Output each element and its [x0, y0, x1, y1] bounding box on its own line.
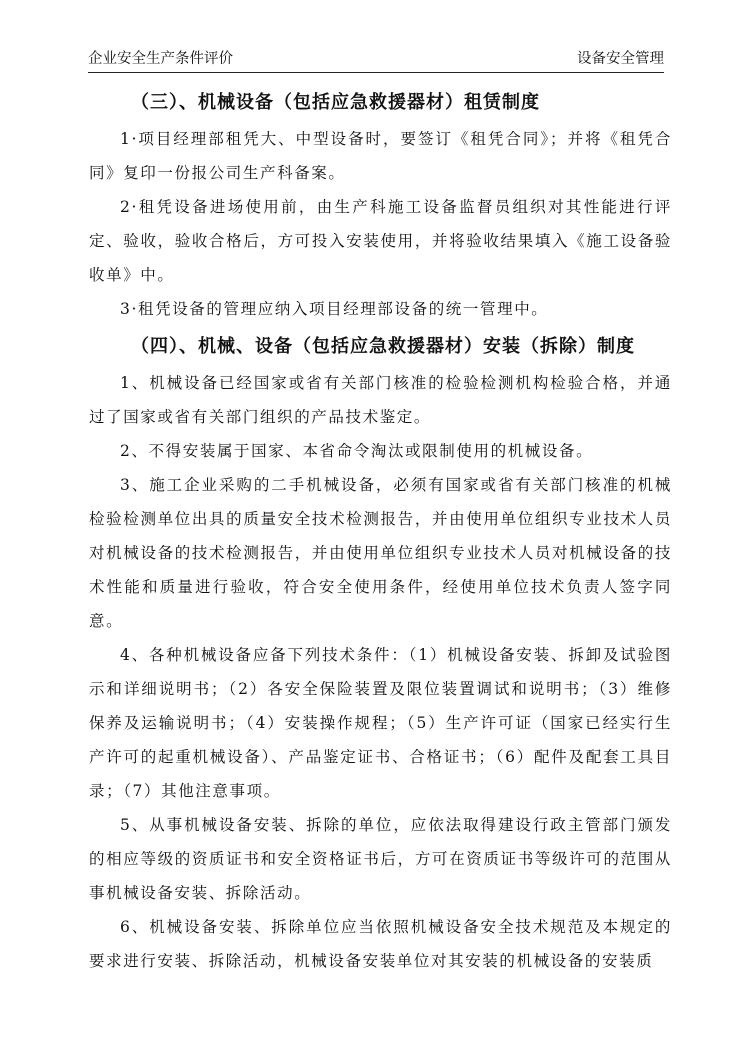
page-header [88, 44, 664, 73]
document-body [89, 82, 672, 978]
section-4-item-5: 5、从事机械设备安装、拆除的单位，应依法取得建设行政主管部门颁发的相应等级的资质证书和安全资格证书后，方可在资质证书等级许可的范围从事机械设备安装、拆除活动。 [89, 816, 672, 902]
section-4-item-4: 4、各种机械设备应备下列技术条件：（1）机械设备安装、拆卸及试验图示和详细说明书；（2）各安全保险装置及限位装置调试和说明书；（3）维修保养及运输说明书；（4）安装操作规程；（5）生产许可证（国家已经实行生产许可的起重机械设备）、产品鉴定证书、合格证书；（6）配件及配套工具目录；（7）其他注意事项。 [89, 646, 672, 800]
section-4-item-3: 3、施工企业采购的二手机械设备，必须有国家或省有关部门核准的机械检验检测单位出具的质量安全技术检测报告，并由使用单位组织专业技术人员对机械设备的技术检测报告，并由使用单位组织专业技术人员对机械设备的技术性能和质量进行验收，符合安全使用条件，经使用单位技术负责人签字同意。 [89, 476, 672, 630]
section-3-item-3: 3·租凭设备的管理应纳入项目经理部设备的统一管理中。 [120, 300, 549, 318]
section-title-3: （三）、机械设备（包括应急救援器材）租赁制度 [131, 92, 540, 113]
section-4-item-1: 1、机械设备已经国家或省有关部门核准的检验检测机构检验合格，并通过了国家或省有关部门组织的产品技术鉴定。 [89, 374, 672, 426]
section-title-4: （四）、机械、设备（包括应急救援器材）安装（拆除）制度 [131, 336, 635, 357]
header-right-title: 设备安全管理 [577, 51, 664, 67]
section-3-item-2: 2·租凭设备进场使用前，由生产科施工设备监督员组织对其性能进行评定、验收，验收合格后，方可投入安装使用，并将验收结果填入《施工设备验收单》中。 [89, 198, 672, 284]
header-left-title: 企业安全生产条件评价 [88, 51, 233, 67]
section-4-item-6: 6、机械设备安装、拆除单位应当依照机械设备安全技术规范及本规定的要求进行安装、拆除活动，机械设备安装单位对其安装的机械设备的安装质 [89, 918, 672, 970]
section-4-item-2: 2、不得安装属于国家、本省命令淘汰或限制使用的机械设备。 [120, 442, 594, 460]
section-3-item-1: 1·项目经理部租凭大、中型设备时，要签订《租凭合同》；并将《租凭合同》复印一份报公司生产科备案。 [89, 130, 672, 182]
